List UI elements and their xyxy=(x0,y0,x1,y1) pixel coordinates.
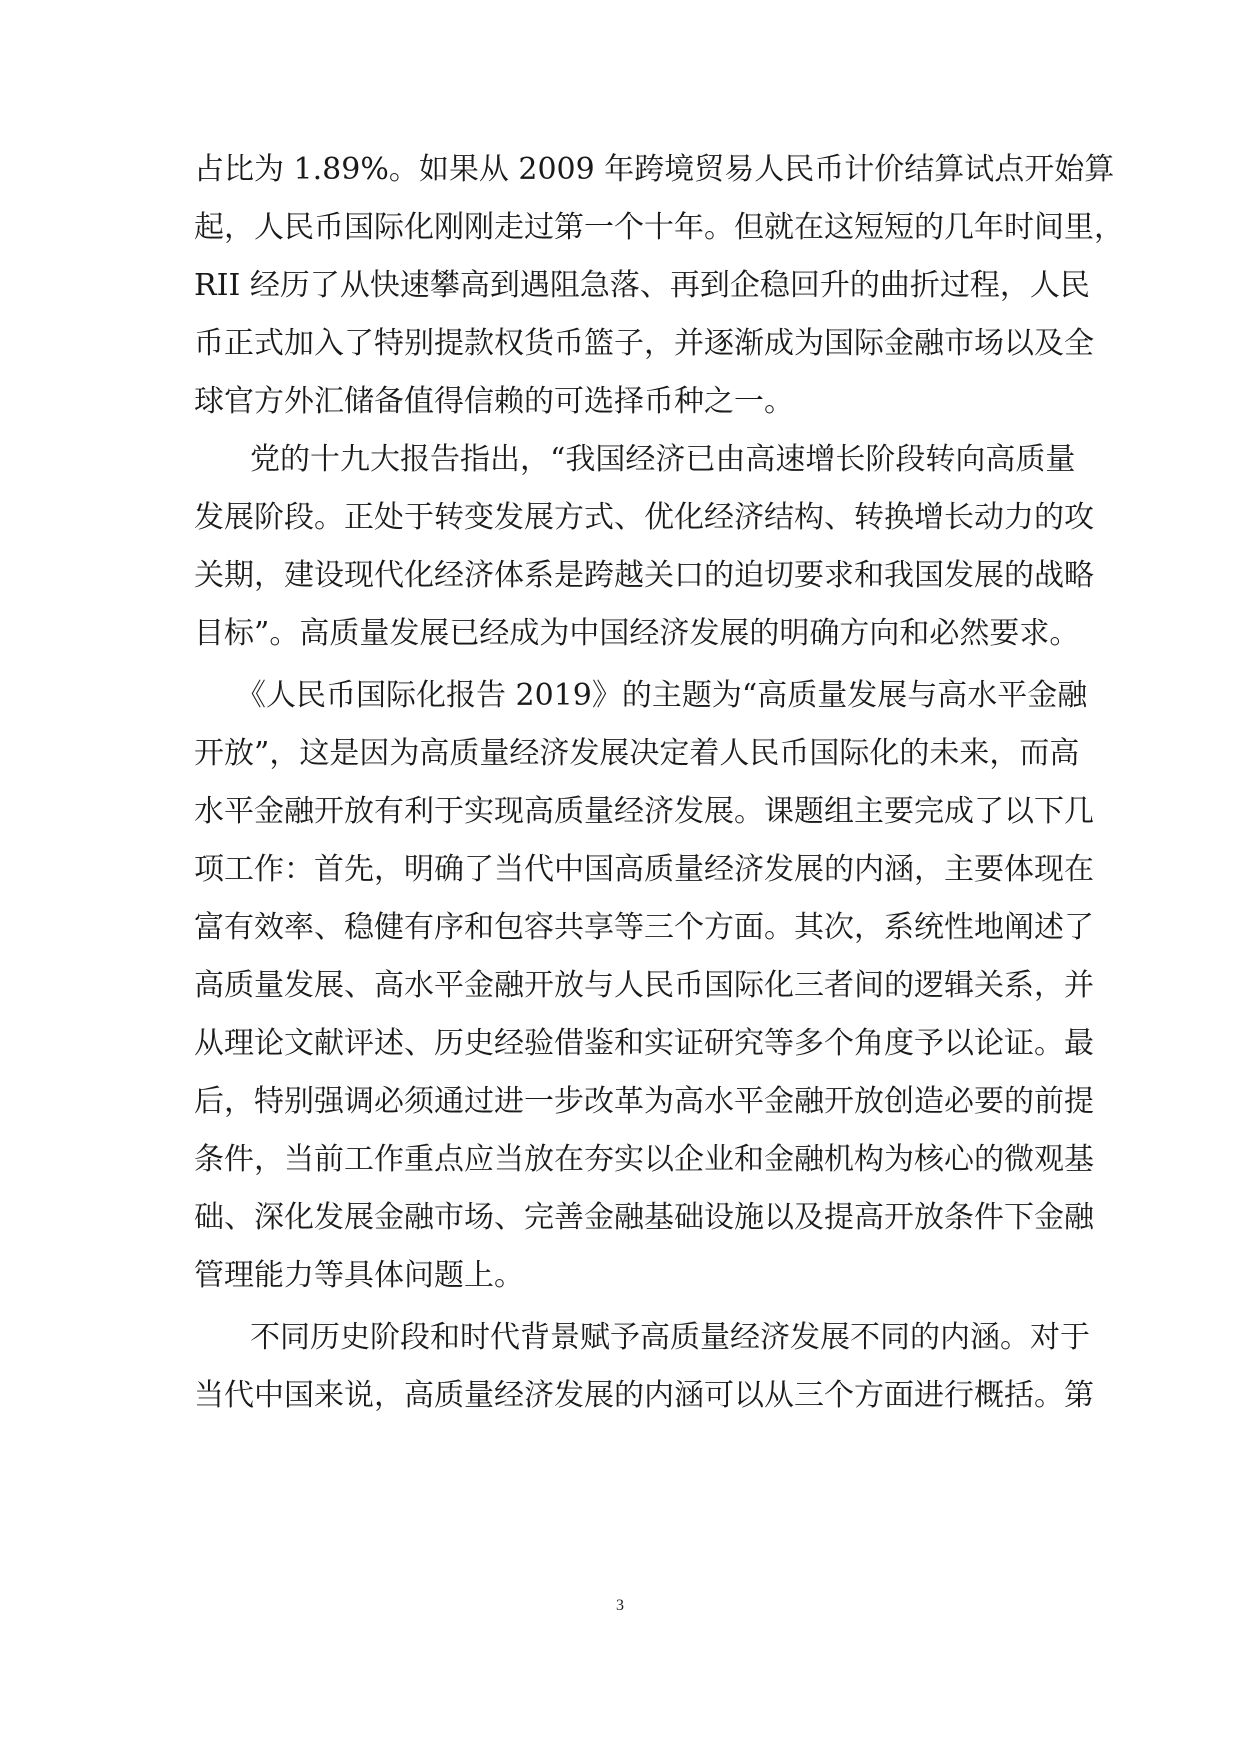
text-line: 当代中国来说，高质量经济发展的内涵可以从三个方面进行概括。第 xyxy=(194,1378,1094,1413)
text-line: RII 经历了从快速攀高到遇阻急落、再到企稳回升的曲折过程，人民 xyxy=(194,268,1090,303)
text-line: 础、深化发展金融市场、完善金融基础设施以及提高开放条件下金融 xyxy=(194,1200,1094,1235)
text-line: 不同历史阶段和时代背景赋予高质量经济发展不同的内涵。对于 xyxy=(250,1320,1090,1355)
text-line: 关期，建设现代化经济体系是跨越关口的迫切要求和我国发展的战略 xyxy=(194,558,1094,593)
text-line: 从理论文献评述、历史经验借鉴和实证研究等多个角度予以论证。最 xyxy=(194,1026,1094,1061)
text-line: 球官方外汇储备值得信赖的可选择币种之一。 xyxy=(194,384,794,419)
text-line: 富有效率、稳健有序和包容共享等三个方面。其次，系统性地阐述了 xyxy=(194,910,1094,945)
text-line: 目标”。高质量发展已经成为中国经济发展的明确方向和必然要求。 xyxy=(194,616,1080,651)
page-number: 3 xyxy=(616,1597,624,1614)
text-line: 币正式加入了特别提款权货币篮子，并逐渐成为国际金融市场以及全 xyxy=(194,326,1094,361)
text-line: 项工作：首先，明确了当代中国高质量经济发展的内涵，主要体现在 xyxy=(194,852,1094,887)
text-line: 高质量发展、高水平金融开放与人民币国际化三者间的逻辑关系，并 xyxy=(194,968,1094,1003)
text-line: 发展阶段。正处于转变发展方式、优化经济结构、转换增长动力的攻 xyxy=(194,500,1094,535)
text-line: 起，人民币国际化刚刚走过第一个十年。但就在这短短的几年时间里， xyxy=(194,210,1124,245)
text-line: 条件，当前工作重点应当放在夯实以企业和金融机构为核心的微观基 xyxy=(194,1142,1094,1177)
text-line: 管理能力等具体问题上。 xyxy=(194,1258,524,1293)
text-line: 水平金融开放有利于实现高质量经济发展。课题组主要完成了以下几 xyxy=(194,794,1094,829)
text-line: 党的十九大报告指出，“我国经济已由高速增长阶段转向高质量 xyxy=(250,442,1076,477)
text-line: 占比为 1.89%。如果从 2009 年跨境贸易人民币计价结算试点开始算 xyxy=(194,152,1115,187)
text-line: 《人民币国际化报告 2019》的主题为“高质量发展与高水平金融 xyxy=(236,678,1088,713)
text-line: 后，特别强调必须通过进一步改革为高水平金融开放创造必要的前提 xyxy=(194,1084,1094,1119)
text-line: 开放”，这是因为高质量经济发展决定着人民币国际化的未来，而高 xyxy=(194,736,1080,771)
